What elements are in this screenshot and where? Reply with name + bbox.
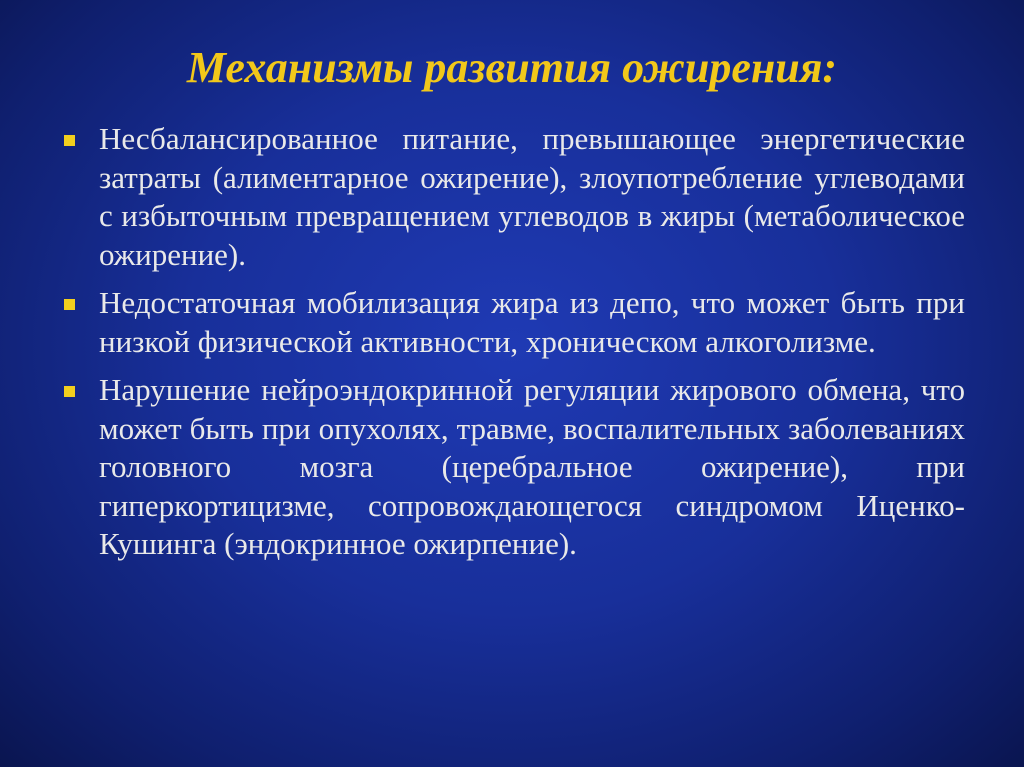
bullet-text: Нарушение нейроэндокринной регуляции жирового обмена, что может быть при опухолях, травме, воспалительных заболеваниях головного мозга (церебральное ожирение), при гиперкортицизме, сопровождающегося синдромом Иценко-Кушинга (эндокринное ожирпение). [99, 372, 965, 561]
bullet-item [60, 371, 965, 564]
square-bullet-icon [64, 299, 75, 310]
bullet-item [60, 284, 965, 361]
square-bullet-icon [64, 135, 75, 146]
square-bullet-icon [64, 386, 75, 397]
bullet-list [60, 120, 965, 574]
slide-title: Механизмы развития ожирения: [186, 43, 838, 92]
bullet-item [60, 120, 965, 274]
bullet-text: Несбалансированное питание, превышающее энергетические затраты (алиментарное ожирение), злоупотребление углеводами с избыточным превращением углеводов в жиры (метаболическое ожирение). [99, 121, 965, 272]
bullet-text: Недостаточная мобилизация жира из депо, что может быть при низкой физической активности, хроническом алкоголизме. [99, 285, 965, 359]
